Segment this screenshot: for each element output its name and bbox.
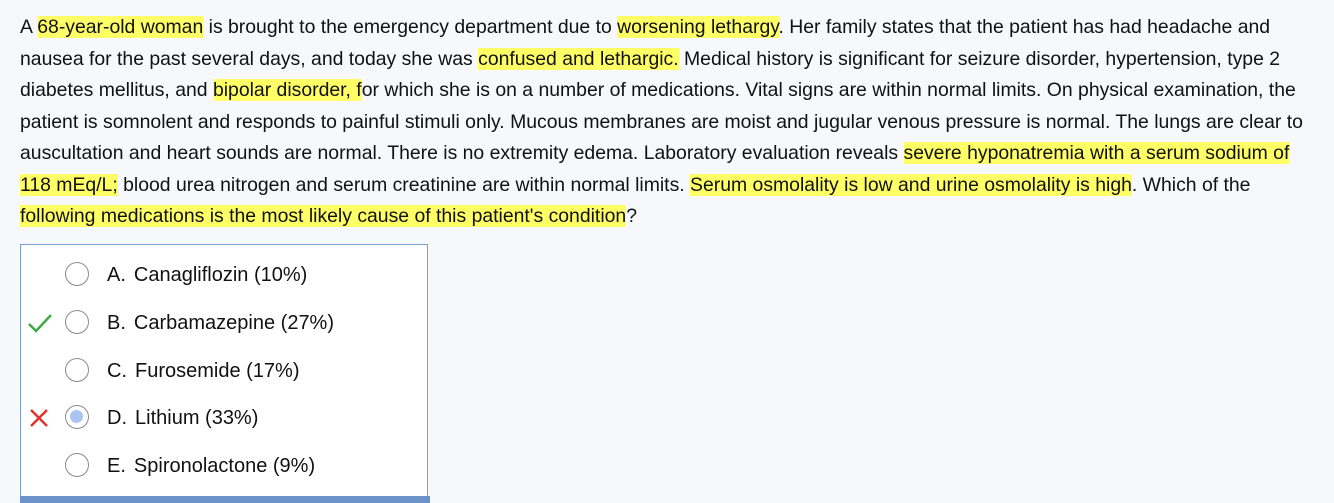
answer-label [107, 357, 300, 385]
answer-choice[interactable] [21, 303, 427, 343]
answer-label [107, 261, 307, 289]
highlighted-text: Serum osmolality is low and urine osmolality is high [690, 173, 1132, 196]
question-text: Medical history is significant for seizure disorder, hypertension, type 2 diabetes mellitus, and [20, 47, 1281, 101]
answer-text: Furosemide (17%) [135, 360, 300, 382]
question-stem [20, 12, 1320, 233]
answer-text: Lithium (33%) [135, 407, 259, 429]
question-text: ? [626, 205, 637, 227]
check-icon [27, 311, 53, 335]
question-text: is brought to the emergency department due to [203, 16, 618, 38]
answer-letter: A. [107, 264, 126, 286]
highlighted-text: following medications is the most likely cause of this patient's condition [20, 205, 627, 227]
answer-choice[interactable] [21, 255, 427, 295]
answer-label [107, 404, 258, 432]
answer-choices [20, 244, 428, 503]
highlighted-text: bipolar disorder, f [212, 79, 362, 101]
answer-radio[interactable] [65, 310, 89, 334]
answer-choice[interactable] [21, 351, 427, 391]
answer-text: Carbamazepine (27%) [133, 312, 335, 334]
choices-bottom-bar [20, 496, 430, 503]
question-text: . Her family states that the patient has had headache and nausea for the past several days, and today she was [20, 16, 1271, 70]
answer-choice[interactable] [21, 446, 427, 486]
answer-label [107, 309, 334, 337]
question-text: . Which of the [1131, 173, 1251, 196]
answer-text: Spironolactone (9%) [133, 455, 316, 477]
highlighted-text: severe hyponatremia with a serum sodium of 118 mEq/L; [20, 142, 1290, 196]
highlighted-text: worsening lethargy [617, 16, 779, 38]
answer-choice[interactable] [21, 398, 427, 438]
question-text: A [20, 16, 38, 38]
highlighted-text: confused and lethargic. [478, 47, 679, 70]
answer-text: Canagliflozin (10%) [133, 264, 308, 286]
answer-letter: E. [107, 455, 126, 477]
x-icon [27, 406, 53, 430]
answer-letter: C. [107, 360, 127, 382]
answer-label [107, 452, 315, 480]
answer-radio[interactable] [65, 358, 89, 382]
answer-radio[interactable] [65, 405, 89, 429]
question-text: blood urea nitrogen and serum creatinine are within normal limits. [117, 173, 691, 196]
answer-letter: D. [107, 407, 127, 429]
answer-radio[interactable] [65, 262, 89, 286]
answer-letter: B. [107, 312, 126, 334]
answer-radio[interactable] [65, 453, 89, 477]
question-text: or which she is on a number of medications. Vital signs are within normal limits. On physical examination, the patient is somnolent and responds to painful stimuli only. Mucous membranes are moist and jugular venous pressure is normal. The lungs are clear to auscultation and heart sounds are normal. There is no extremity edema. Laboratory evaluation reveals [20, 79, 1303, 164]
highlighted-text: 68-year-old woman [37, 16, 204, 38]
